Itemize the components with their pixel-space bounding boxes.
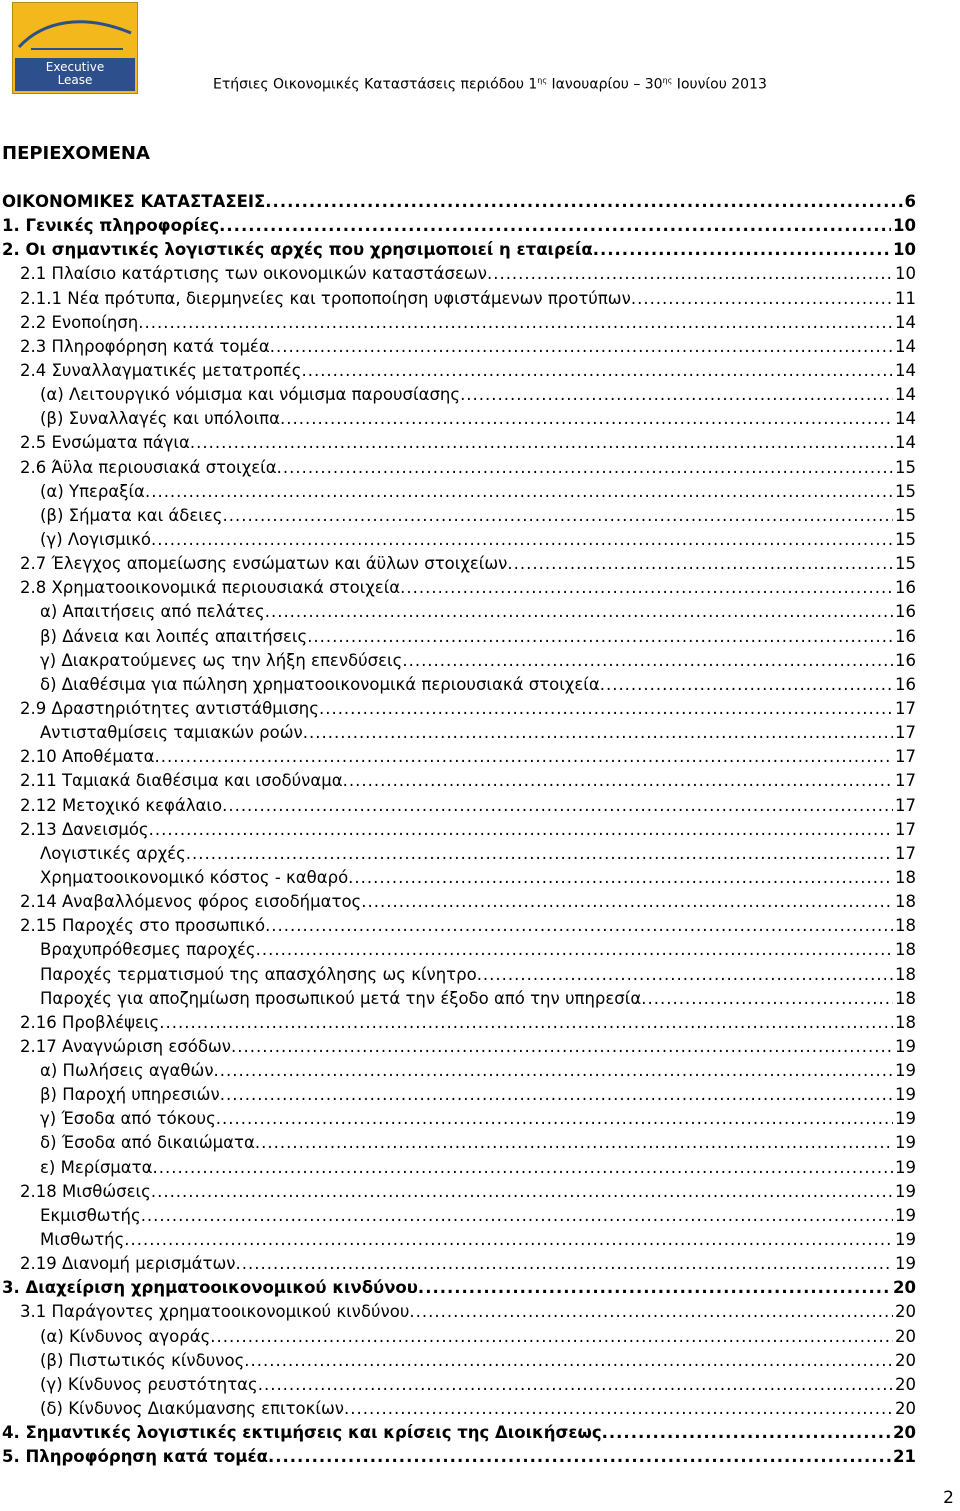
toc-leader-dots bbox=[265, 916, 893, 935]
table-of-contents bbox=[0, 192, 916, 1471]
toc-entry-page: 17 bbox=[895, 771, 916, 791]
toc-entry-label: γ) Διακρατούμενες ως την λήξη επενδύσεις bbox=[40, 650, 403, 670]
toc-leader-dots bbox=[307, 627, 893, 646]
toc-leader-dots bbox=[343, 771, 893, 790]
toc-leader-dots bbox=[155, 747, 894, 766]
toc-entry[interactable] bbox=[0, 458, 916, 482]
toc-entry-label: 2.11 Ταμιακά διαθέσιμα και ισοδύναμα bbox=[20, 771, 343, 791]
toc-leader-dots bbox=[151, 1182, 893, 1201]
toc-entry-page: 15 bbox=[895, 505, 916, 525]
toc-leader-dots bbox=[219, 216, 891, 235]
toc-leader-dots bbox=[231, 1037, 893, 1056]
toc-leader-dots bbox=[301, 361, 893, 380]
toc-leader-dots bbox=[402, 651, 893, 670]
document-header-title bbox=[213, 76, 767, 93]
toc-entry[interactable] bbox=[0, 1158, 916, 1182]
toc-entry[interactable] bbox=[0, 1327, 916, 1351]
toc-entry-page: 15 bbox=[895, 554, 916, 574]
toc-entry-label: α) Πωλήσεις αγαθών bbox=[40, 1061, 214, 1081]
toc-leader-dots bbox=[138, 313, 893, 332]
header-title-part2: Ιανουαρίου – 30 bbox=[547, 76, 663, 93]
toc-leader-dots bbox=[145, 482, 893, 501]
toc-entry[interactable] bbox=[0, 240, 916, 264]
toc-leader-dots bbox=[236, 1254, 893, 1273]
toc-entry-label: 1. Γενικές πληροφορίες bbox=[2, 216, 220, 236]
toc-entry-label: ε) Μερίσματα bbox=[40, 1157, 153, 1177]
toc-leader-dots bbox=[400, 578, 893, 597]
toc-entry-page: 10 bbox=[893, 216, 916, 236]
toc-entry-page: 16 bbox=[895, 578, 916, 598]
toc-entry-page: 10 bbox=[893, 240, 916, 260]
toc-leader-dots bbox=[344, 1399, 893, 1418]
toc-leader-dots bbox=[268, 1447, 891, 1466]
toc-entry-label: 2. Οι σημαντικές λογιστικές αρχές που χρησιμοποιεί η εταιρεία bbox=[2, 240, 593, 260]
toc-entry[interactable] bbox=[0, 1423, 916, 1447]
toc-entry-page: 17 bbox=[895, 819, 916, 839]
toc-heading: ΠΕΡΙΕΧΟΜΕΝΑ bbox=[2, 143, 150, 164]
toc-leader-dots bbox=[210, 1327, 893, 1346]
toc-leader-dots bbox=[255, 1133, 893, 1152]
toc-entry-label: Λογιστικές αρχές bbox=[40, 843, 186, 863]
toc-entry-page: 14 bbox=[895, 409, 916, 429]
toc-entry-page: 17 bbox=[895, 795, 916, 815]
toc-entry-label: α) Απαιτήσεις από πελάτες bbox=[40, 602, 265, 622]
toc-entry-label: 2.3 Πληροφόρηση κατά τομέα bbox=[20, 336, 270, 356]
toc-entry-page: 20 bbox=[895, 1350, 916, 1370]
toc-entry[interactable] bbox=[0, 1399, 916, 1423]
toc-leader-dots bbox=[487, 264, 893, 283]
toc-leader-dots bbox=[303, 723, 893, 742]
toc-entry-label: 4. Σημαντικές λογιστικές εκτιμήσεις και κρίσεις της Διοικήσεως bbox=[2, 1423, 602, 1443]
toc-entry-label: δ) Διαθέσιμα για πώληση χρηματοοικονομικά περιουσιακά στοιχεία bbox=[40, 674, 600, 694]
toc-leader-dots bbox=[361, 892, 893, 911]
toc-entry-page: 15 bbox=[895, 529, 916, 549]
toc-entry-label: 2.6 Άϋλα περιουσιακά στοιχεία bbox=[20, 457, 277, 477]
toc-entry[interactable] bbox=[0, 1375, 916, 1399]
toc-entry-page: 20 bbox=[893, 1278, 916, 1298]
toc-entry-label: 2.17 Αναγνώριση εσόδων bbox=[20, 1036, 231, 1056]
toc-entry[interactable] bbox=[0, 602, 916, 626]
toc-entry-label: β) Δάνεια και λοιπές απαιτήσεις bbox=[40, 626, 308, 646]
toc-leader-dots bbox=[277, 458, 893, 477]
toc-leader-dots bbox=[265, 192, 902, 211]
toc-entry-label: Εκμισθωτής bbox=[40, 1205, 141, 1225]
toc-entry[interactable] bbox=[0, 965, 916, 989]
toc-leader-dots bbox=[631, 289, 893, 308]
toc-entry[interactable] bbox=[0, 313, 916, 337]
toc-entry-label: 2.8 Χρηματοοικονομικά περιουσιακά στοιχεία bbox=[20, 578, 401, 598]
toc-entry-label: 2.1 Πλαίσιο κατάρτισης των οικονομικών καταστάσεων bbox=[20, 264, 487, 284]
toc-entry-page: 20 bbox=[895, 1374, 916, 1394]
toc-entry-label: 2.2 Ενοποίηση bbox=[20, 312, 139, 332]
toc-entry-page: 18 bbox=[895, 940, 916, 960]
toc-entry[interactable] bbox=[0, 844, 916, 868]
toc-entry-label: Παροχές για αποζημίωση προσωπικού μετά την έξοδο από την υπηρεσία bbox=[40, 988, 642, 1008]
logo-text-line2: Lease bbox=[57, 73, 93, 87]
toc-entry[interactable] bbox=[0, 916, 916, 940]
logo-text-line1: Executive bbox=[45, 60, 105, 74]
toc-entry[interactable] bbox=[0, 1133, 916, 1157]
toc-entry-label: 2.14 Αναβαλλόμενος φόρος εισοδήματος bbox=[20, 892, 362, 912]
toc-entry[interactable] bbox=[0, 675, 916, 699]
toc-entry-page: 18 bbox=[895, 916, 916, 936]
toc-entry-page: 14 bbox=[895, 336, 916, 356]
toc-entry-page: 18 bbox=[895, 964, 916, 984]
toc-entry[interactable] bbox=[0, 192, 916, 216]
toc-entry[interactable] bbox=[0, 385, 916, 409]
toc-leader-dots bbox=[222, 796, 893, 815]
toc-entry-label: δ) Έσοδα από δικαιώματα bbox=[40, 1133, 255, 1153]
toc-entry-page: 19 bbox=[895, 1036, 916, 1056]
toc-entry-page: 17 bbox=[895, 723, 916, 743]
toc-leader-dots bbox=[256, 940, 893, 959]
toc-entry-page: 20 bbox=[893, 1423, 916, 1443]
toc-entry-label: 2.4 Συναλλαγματικές μετατροπές bbox=[20, 360, 302, 380]
toc-entry[interactable] bbox=[0, 1351, 916, 1375]
header-title-part1: Ετήσιες Οικονομικές Καταστάσεις περιόδου 1 bbox=[213, 76, 538, 93]
toc-entry-label: 2.7 Έλεγχος απομείωσης ενσώματων και άϋλων στοιχείων bbox=[20, 554, 508, 574]
toc-entry-label: (γ) Κίνδυνος ρευστότητας bbox=[40, 1374, 258, 1394]
toc-entry-page: 20 bbox=[895, 1399, 916, 1419]
toc-entry-label: 2.19 Διανομή μερισμάτων bbox=[20, 1254, 236, 1274]
toc-entry-label: (α) Λειτουργικό νόμισμα και νόμισμα παρουσίασης bbox=[40, 385, 461, 405]
toc-entry[interactable] bbox=[0, 1109, 916, 1133]
toc-entry-page: 15 bbox=[895, 457, 916, 477]
toc-leader-dots bbox=[409, 1302, 893, 1321]
toc-entry-page: 10 bbox=[895, 264, 916, 284]
toc-entry[interactable] bbox=[0, 1254, 916, 1278]
toc-entry-page: 19 bbox=[895, 1109, 916, 1129]
toc-entry-label: (α) Υπεραξία bbox=[40, 481, 145, 501]
toc-entry[interactable] bbox=[0, 1278, 916, 1302]
toc-entry-page: 21 bbox=[893, 1447, 916, 1467]
toc-entry[interactable] bbox=[0, 1206, 916, 1230]
toc-entry[interactable] bbox=[0, 409, 916, 433]
toc-entry-page: 18 bbox=[895, 867, 916, 887]
toc-entry-page: 16 bbox=[895, 626, 916, 646]
toc-entry-page: 19 bbox=[895, 1133, 916, 1153]
company-logo bbox=[12, 2, 138, 94]
toc-entry-page: 17 bbox=[895, 747, 916, 767]
toc-entry-page: 14 bbox=[895, 360, 916, 380]
toc-entry-label: 2.12 Μετοχικό κεφάλαιο bbox=[20, 795, 223, 815]
toc-entry-label: Αντισταθμίσεις ταμιακών ροών bbox=[40, 723, 303, 743]
toc-leader-dots bbox=[319, 699, 893, 718]
toc-entry[interactable] bbox=[0, 723, 916, 747]
toc-entry[interactable] bbox=[0, 989, 916, 1013]
toc-entry-label: (β) Πιστωτικός κίνδυνος bbox=[40, 1350, 245, 1370]
toc-entry[interactable] bbox=[0, 1447, 916, 1471]
toc-entry-page: 19 bbox=[895, 1230, 916, 1250]
toc-leader-dots bbox=[220, 1085, 893, 1104]
toc-entry[interactable] bbox=[0, 868, 916, 892]
toc-entry[interactable] bbox=[0, 530, 916, 554]
toc-leader-dots bbox=[600, 675, 893, 694]
toc-leader-dots bbox=[124, 1230, 893, 1249]
toc-entry-label: Βραχυπρόθεσμες παροχές bbox=[40, 940, 256, 960]
toc-leader-dots bbox=[190, 433, 893, 452]
toc-entry[interactable] bbox=[0, 1013, 916, 1037]
toc-entry-label: (γ) Λογισμικό bbox=[40, 529, 151, 549]
toc-leader-dots bbox=[265, 602, 893, 621]
toc-entry-page: 20 bbox=[895, 1326, 916, 1346]
toc-entry-label: (β) Συναλλαγές και υπόλοιπα bbox=[40, 409, 280, 429]
toc-entry[interactable] bbox=[0, 216, 916, 240]
toc-leader-dots bbox=[216, 1109, 893, 1128]
toc-entry-page: 18 bbox=[895, 892, 916, 912]
toc-leader-dots bbox=[244, 1351, 893, 1370]
toc-entry[interactable] bbox=[0, 1182, 916, 1206]
toc-entry-label: (α) Κίνδυνος αγοράς bbox=[40, 1326, 211, 1346]
toc-entry-page: 19 bbox=[895, 1254, 916, 1274]
toc-entry-page: 19 bbox=[895, 1085, 916, 1105]
toc-leader-dots bbox=[507, 554, 893, 573]
toc-entry-label: β) Παροχή υπηρεσιών bbox=[40, 1085, 220, 1105]
toc-leader-dots bbox=[214, 1061, 893, 1080]
toc-entry[interactable] bbox=[0, 506, 916, 530]
toc-entry-label: Παροχές τερματισμού της απασχόλησης ως κίνητρο bbox=[40, 964, 477, 984]
toc-leader-dots bbox=[280, 409, 893, 428]
toc-entry[interactable] bbox=[0, 627, 916, 651]
toc-entry-page: 15 bbox=[895, 481, 916, 501]
toc-entry-page: 17 bbox=[895, 698, 916, 718]
toc-entry[interactable] bbox=[0, 1085, 916, 1109]
toc-entry-page: 14 bbox=[895, 312, 916, 332]
toc-entry-label: 2.1.1 Νέα πρότυπα, διερμηνείες και τροποποίηση υφιστάμενων προτύπων bbox=[20, 288, 631, 308]
toc-entry-label: 2.15 Παροχές στο προσωπικό bbox=[20, 916, 266, 936]
toc-entry[interactable] bbox=[0, 820, 916, 844]
toc-entry-page: 17 bbox=[895, 843, 916, 863]
toc-leader-dots bbox=[460, 385, 893, 404]
toc-entry-label: 2.16 Προβλέψεις bbox=[20, 1012, 160, 1032]
toc-entry[interactable] bbox=[0, 747, 916, 771]
toc-entry-label: (β) Σήματα και άδειες bbox=[40, 505, 223, 525]
toc-leader-dots bbox=[348, 868, 893, 887]
toc-entry-label: 2.10 Αποθέματα bbox=[20, 747, 155, 767]
toc-entry-label: (δ) Κίνδυνος Διακύμανσης επιτοκίων bbox=[40, 1399, 344, 1419]
toc-leader-dots bbox=[186, 844, 893, 863]
toc-entry[interactable] bbox=[0, 337, 916, 361]
toc-leader-dots bbox=[149, 820, 893, 839]
toc-leader-dots bbox=[258, 1375, 893, 1394]
page-number: 2 bbox=[943, 1488, 954, 1508]
toc-entry[interactable] bbox=[0, 651, 916, 675]
toc-leader-dots bbox=[641, 989, 893, 1008]
toc-entry[interactable] bbox=[0, 554, 916, 578]
toc-entry-label: 3.1 Παράγοντες χρηματοοικονομικού κινδύνου bbox=[20, 1302, 410, 1322]
toc-entry-page: 19 bbox=[895, 1181, 916, 1201]
toc-entry[interactable] bbox=[0, 361, 916, 385]
toc-leader-dots bbox=[152, 1158, 893, 1177]
toc-entry[interactable] bbox=[0, 1230, 916, 1254]
toc-entry[interactable] bbox=[0, 482, 916, 506]
toc-entry[interactable] bbox=[0, 796, 916, 820]
toc-entry[interactable] bbox=[0, 892, 916, 916]
toc-entry-page: 14 bbox=[895, 385, 916, 405]
toc-entry-page: 19 bbox=[895, 1205, 916, 1225]
toc-entry[interactable] bbox=[0, 433, 916, 457]
toc-entry[interactable] bbox=[0, 771, 916, 795]
toc-leader-dots bbox=[477, 965, 893, 984]
toc-entry-page: 18 bbox=[895, 988, 916, 1008]
toc-entry-page: 14 bbox=[895, 433, 916, 453]
toc-entry-label: 2.18 Μισθώσεις bbox=[20, 1181, 151, 1201]
toc-leader-dots bbox=[141, 1206, 893, 1225]
toc-leader-dots bbox=[159, 1013, 893, 1032]
toc-entry[interactable] bbox=[0, 699, 916, 723]
toc-leader-dots bbox=[593, 240, 891, 259]
header-title-sup2: ης bbox=[662, 76, 673, 85]
toc-leader-dots bbox=[418, 1278, 891, 1297]
toc-leader-dots bbox=[151, 530, 893, 549]
toc-entry-page: 18 bbox=[895, 1012, 916, 1032]
toc-entry-label: 2.9 Δραστηριότητες αντιστάθμισης bbox=[20, 698, 319, 718]
toc-leader-dots bbox=[602, 1423, 891, 1442]
toc-entry-page: 16 bbox=[895, 650, 916, 670]
logo-band bbox=[15, 58, 135, 91]
toc-entry-label: 2.13 Δανεισμός bbox=[20, 819, 149, 839]
toc-entry-page: 16 bbox=[895, 674, 916, 694]
toc-entry-label: 2.5 Ενσώματα πάγια bbox=[20, 433, 190, 453]
toc-entry-label: Μισθωτής bbox=[40, 1230, 125, 1250]
toc-entry-label: 5. Πληροφόρηση κατά τομέα bbox=[2, 1447, 268, 1467]
toc-leader-dots bbox=[270, 337, 893, 356]
toc-entry-page: 20 bbox=[895, 1302, 916, 1322]
toc-entry-label: γ) Έσοδα από τόκους bbox=[40, 1109, 216, 1129]
toc-entry[interactable] bbox=[0, 264, 916, 288]
toc-entry[interactable] bbox=[0, 1061, 916, 1085]
toc-entry-label: 3. Διαχείριση χρηματοοικονομικού κινδύνου bbox=[2, 1278, 418, 1298]
toc-entry[interactable] bbox=[0, 289, 916, 313]
toc-entry-label: ΟΙΚΟΝΟΜΙΚΕΣ ΚΑΤΑΣΤΑΣΕΙΣ bbox=[2, 192, 266, 211]
toc-entry-label: Χρηματοοικονομικό κόστος - καθαρό bbox=[40, 867, 349, 887]
toc-entry-page: 19 bbox=[895, 1061, 916, 1081]
toc-entry[interactable] bbox=[0, 578, 916, 602]
toc-entry[interactable] bbox=[0, 1302, 916, 1326]
toc-entry[interactable] bbox=[0, 940, 916, 964]
header-title-part3: Ιουνίου 2013 bbox=[672, 76, 767, 93]
header-title-sup1: ης bbox=[537, 76, 548, 85]
toc-entry-page: 19 bbox=[895, 1157, 916, 1177]
toc-entry-page: 6 bbox=[904, 192, 916, 211]
toc-entry-page: 11 bbox=[895, 288, 916, 308]
toc-entry[interactable] bbox=[0, 1037, 916, 1061]
toc-leader-dots bbox=[222, 506, 893, 525]
toc-entry-page: 16 bbox=[895, 602, 916, 622]
